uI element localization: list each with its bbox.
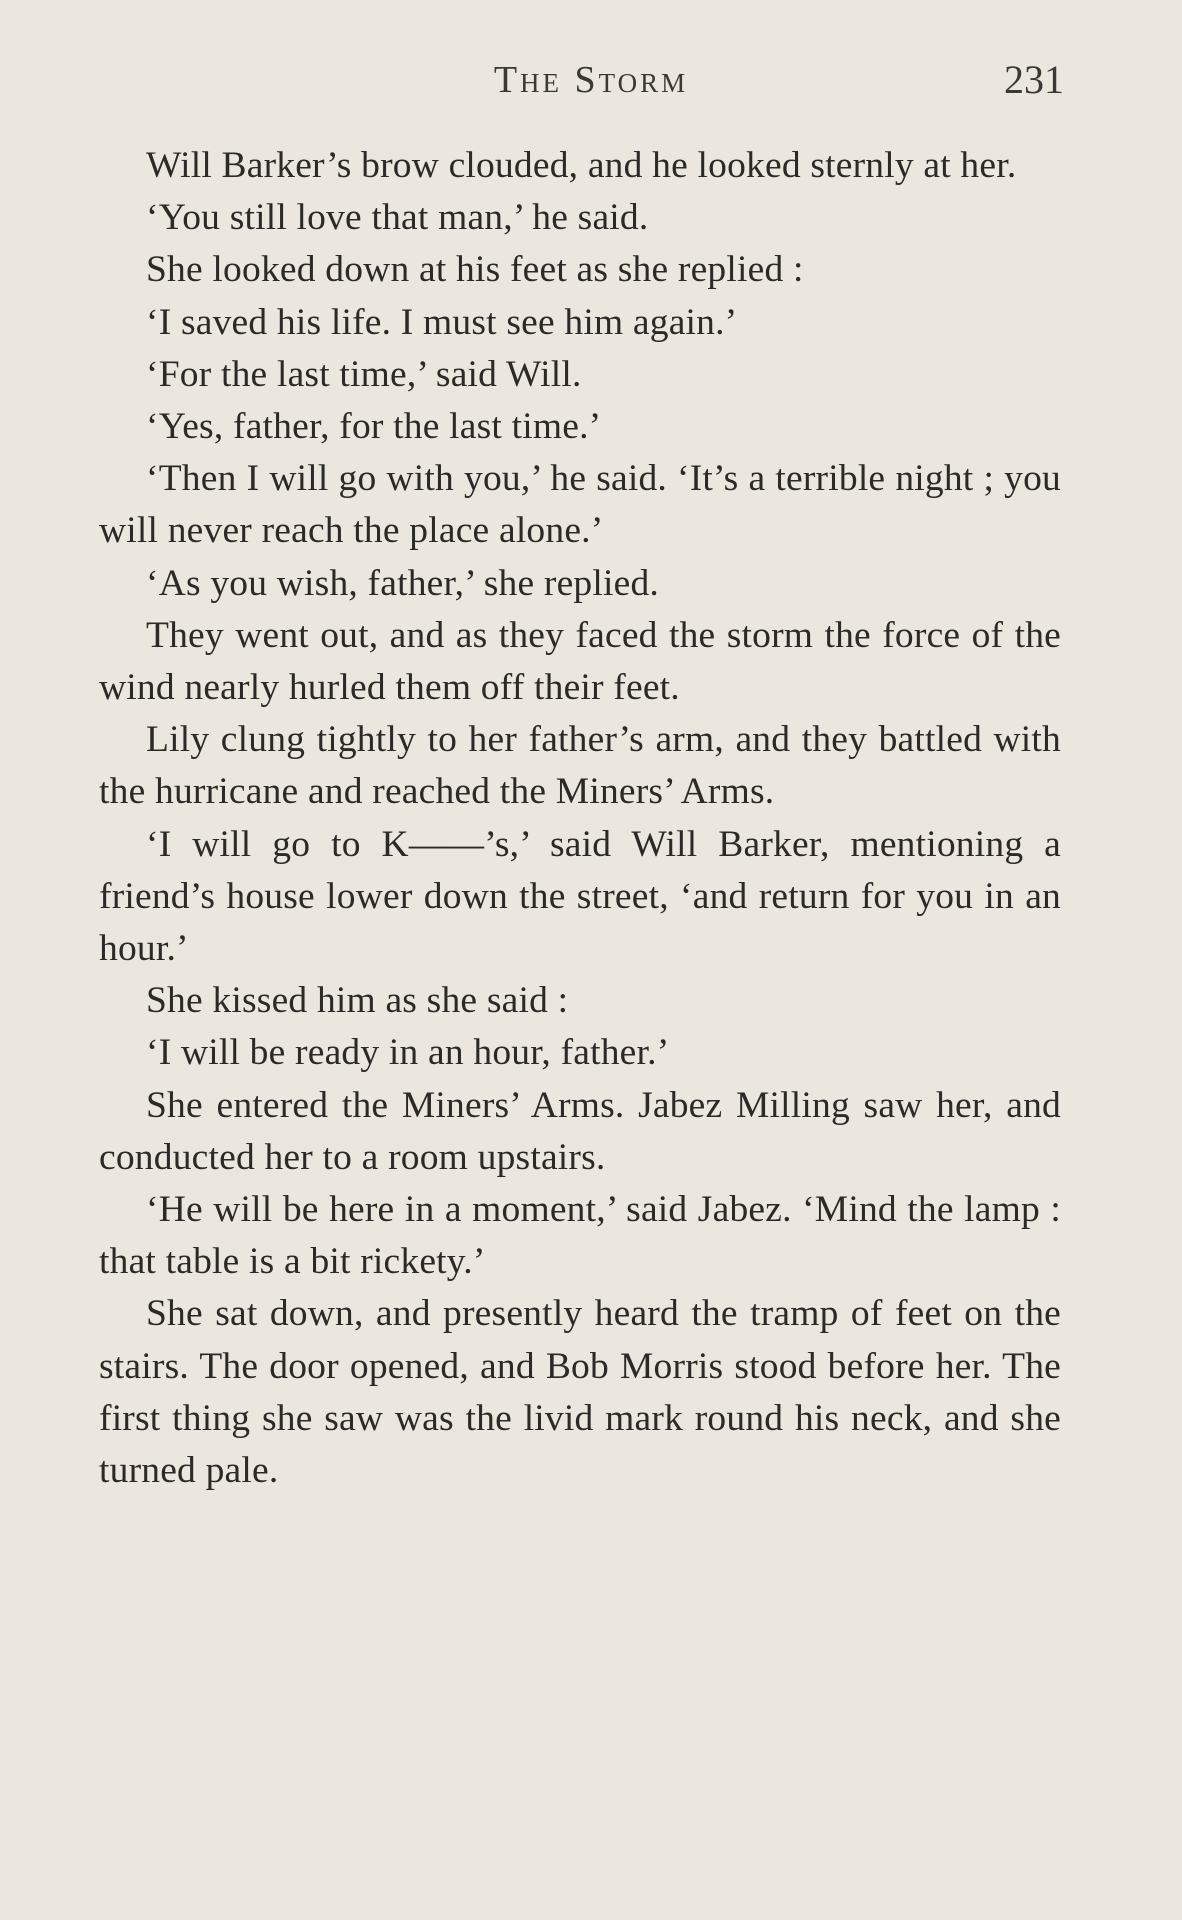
paragraph: Lily clung tightly to her father’s arm, and they battled with the hurricane and reached the Miners’ Arms.	[99, 719, 1061, 813]
paragraph: She sat down, and presently heard the tramp of feet on the stairs. The door opened, and Bob Morris stood before her. The first thing she saw was the livid mark round his neck, and she turned pale.	[99, 1293, 1061, 1492]
paragraph: ‘As you wish, father,’ she replied.	[146, 562, 659, 604]
paragraph: She looked down at his feet as she replied :	[146, 249, 804, 291]
paragraph: Will Barker’s brow clouded, and he looked sternly at her.	[146, 145, 1017, 186]
running-head	[0, 52, 1182, 112]
paragraph: She entered the Miners’ Arms. Jabez Milling saw her, and conducted her to a room upstairs.	[99, 1084, 1061, 1178]
paragraph: ‘Then I will go with you,’ he said. ‘It’s a terrible night ; you will never reach the place alone.’	[99, 458, 1061, 552]
paragraph: ‘You still love that man,’ he said.	[146, 197, 649, 239]
paragraph: ‘He will be here in a moment,’ said Jabez. ‘Mind the lamp : that table is a bit rickety.’	[99, 1189, 1061, 1283]
paragraph: They went out, and as they faced the storm the force of the wind nearly hurled them off their feet.	[99, 614, 1061, 709]
paragraph: ‘I saved his life. I must see him again.’	[146, 301, 738, 343]
paragraph: ‘For the last time,’ said Will.	[146, 353, 582, 395]
running-title: The Storm	[493, 59, 689, 101]
body-text	[99, 140, 1061, 1497]
paragraph: She kissed him as she said :	[146, 980, 569, 1022]
paragraph: ‘Yes, father, for the last time.’	[146, 406, 602, 448]
page-number: 231	[1004, 57, 1064, 102]
paragraph: ‘I will go to K——’s,’ said Will Barker, mentioning a friend’s house lower down the street, ‘and return for you in an hour.’	[99, 823, 1061, 970]
paragraph: ‘I will be ready in an hour, father.’	[146, 1032, 670, 1074]
